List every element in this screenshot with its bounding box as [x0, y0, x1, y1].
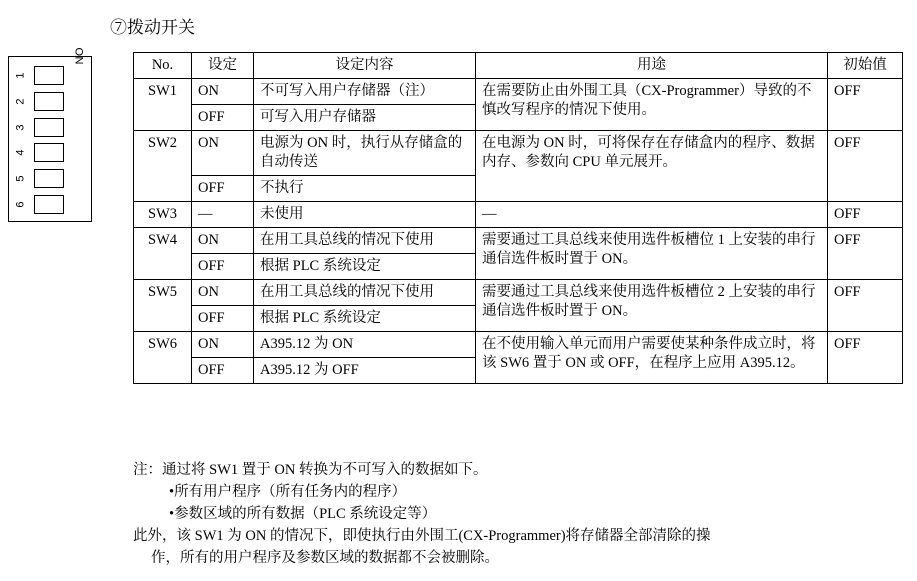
table-row [134, 332, 903, 358]
cell-no: SW5 [134, 280, 192, 332]
table-row [134, 280, 903, 306]
cell-content: 未使用 [254, 202, 476, 228]
cell-setting: OFF [192, 254, 254, 280]
dip-switch-lever-1 [34, 66, 64, 85]
page-title: ⑦拨动开关 [110, 18, 195, 37]
cell-content: 电源为 ON 时，执行从存储盒的自动传送 [254, 131, 476, 176]
cell-use: — [476, 202, 828, 228]
dip-switch-number: 4 [14, 149, 27, 156]
dip-switch-number: 1 [14, 72, 27, 79]
cell-initial: OFF [828, 202, 903, 228]
cell-no: SW4 [134, 228, 192, 280]
dip-switch-lever-3 [34, 118, 64, 137]
cell-initial: OFF [828, 280, 903, 332]
cell-content: 不可写入用户存储器（注） [254, 79, 476, 105]
note-bullet-2: •参数区域的所有数据（PLC 系统设定等） [169, 506, 437, 522]
cell-content: 根据 PLC 系统设定 [254, 306, 476, 332]
cell-setting: — [192, 202, 254, 228]
cell-setting: OFF [192, 358, 254, 384]
cell-initial: OFF [828, 79, 903, 131]
cell-content: 根据 PLC 系统设定 [254, 254, 476, 280]
cell-setting: ON [192, 131, 254, 176]
dip-switch-number: 6 [14, 201, 27, 208]
cell-setting: OFF [192, 176, 254, 202]
dip-switch-lever-6 [34, 195, 64, 214]
dip-switch-body [8, 47, 92, 222]
dip-switch-lever-5 [34, 169, 64, 188]
cell-setting: ON [192, 228, 254, 254]
table-row [134, 202, 903, 228]
cell-no: SW1 [134, 79, 192, 131]
dip-switch-levers [32, 63, 66, 217]
notes-block [133, 459, 908, 569]
cell-no: SW3 [134, 202, 192, 228]
cell-content: 在用工具总线的情况下使用 [254, 280, 476, 306]
column-header-no: No. [134, 53, 192, 79]
note-line-2: 此外，该 SW1 为 ON 的情况下，即使执行由外围工(CX-Programmer)将存储器全部清除的操 [133, 528, 711, 544]
cell-setting: OFF [192, 306, 254, 332]
table-row [134, 79, 903, 105]
cell-content: 不执行 [254, 176, 476, 202]
note-line-3: 作，所有的用户程序及参数区域的数据都不会被删除。 [151, 550, 499, 566]
cell-setting: ON [192, 332, 254, 358]
cell-use: 需要通过工具总线来使用选件板槽位 2 上安装的串行通信选件板时置于 ON。 [476, 280, 828, 332]
dip-switch-lever-2 [34, 92, 64, 111]
dip-switch-illustration [8, 47, 94, 224]
dip-switch-number: 5 [14, 175, 27, 182]
cell-setting: ON [192, 79, 254, 105]
dip-switch-table-wrapper [133, 52, 902, 384]
cell-initial: OFF [828, 228, 903, 280]
note-line-1: 注：通过将 SW1 置于 ON 转换为不可写入的数据如下。 [133, 462, 488, 478]
dip-switch-lever-4 [34, 143, 64, 162]
dip-switch-numbers [13, 63, 29, 217]
table-header-row [134, 53, 903, 79]
cell-initial: OFF [828, 131, 903, 202]
cell-no: SW6 [134, 332, 192, 384]
cell-content: A395.12 为 OFF [254, 358, 476, 384]
column-header-initial: 初始值 [828, 53, 903, 79]
cell-content: 可写入用户存储器 [254, 105, 476, 131]
cell-initial: OFF [828, 332, 903, 384]
cell-setting: OFF [192, 105, 254, 131]
cell-content: 在用工具总线的情况下使用 [254, 228, 476, 254]
dip-switch-on-label: ON [72, 47, 84, 65]
table-row [134, 228, 903, 254]
column-header-use: 用途 [476, 53, 828, 79]
cell-use: 在需要防止由外围工具（CX-Programmer）导致的不慎改写程序的情况下使用。 [476, 79, 828, 131]
cell-use: 在不使用输入单元而用户需要使某种条件成立时，将该 SW6 置于 ON 或 OFF，在程序上应用 A395.12。 [476, 332, 828, 384]
dip-switch-number: 2 [14, 98, 27, 105]
cell-content: A395.12 为 ON [254, 332, 476, 358]
cell-setting: ON [192, 280, 254, 306]
table-row [134, 131, 903, 176]
note-bullet-1: •所有用户程序（所有任务内的程序） [169, 484, 407, 500]
cell-no: SW2 [134, 131, 192, 202]
column-header-content: 设定内容 [254, 53, 476, 79]
column-header-setting: 设定 [192, 53, 254, 79]
dip-switch-number: 3 [14, 124, 27, 131]
cell-use: 在电源为 ON 时，可将保存在存储盒内的程序、数据内存、参数向 CPU 单元展开。 [476, 131, 828, 202]
cell-use: 需要通过工具总线来使用选件板槽位 1 上安装的串行通信选件板时置于 ON。 [476, 228, 828, 280]
dip-switch-table [133, 52, 903, 384]
